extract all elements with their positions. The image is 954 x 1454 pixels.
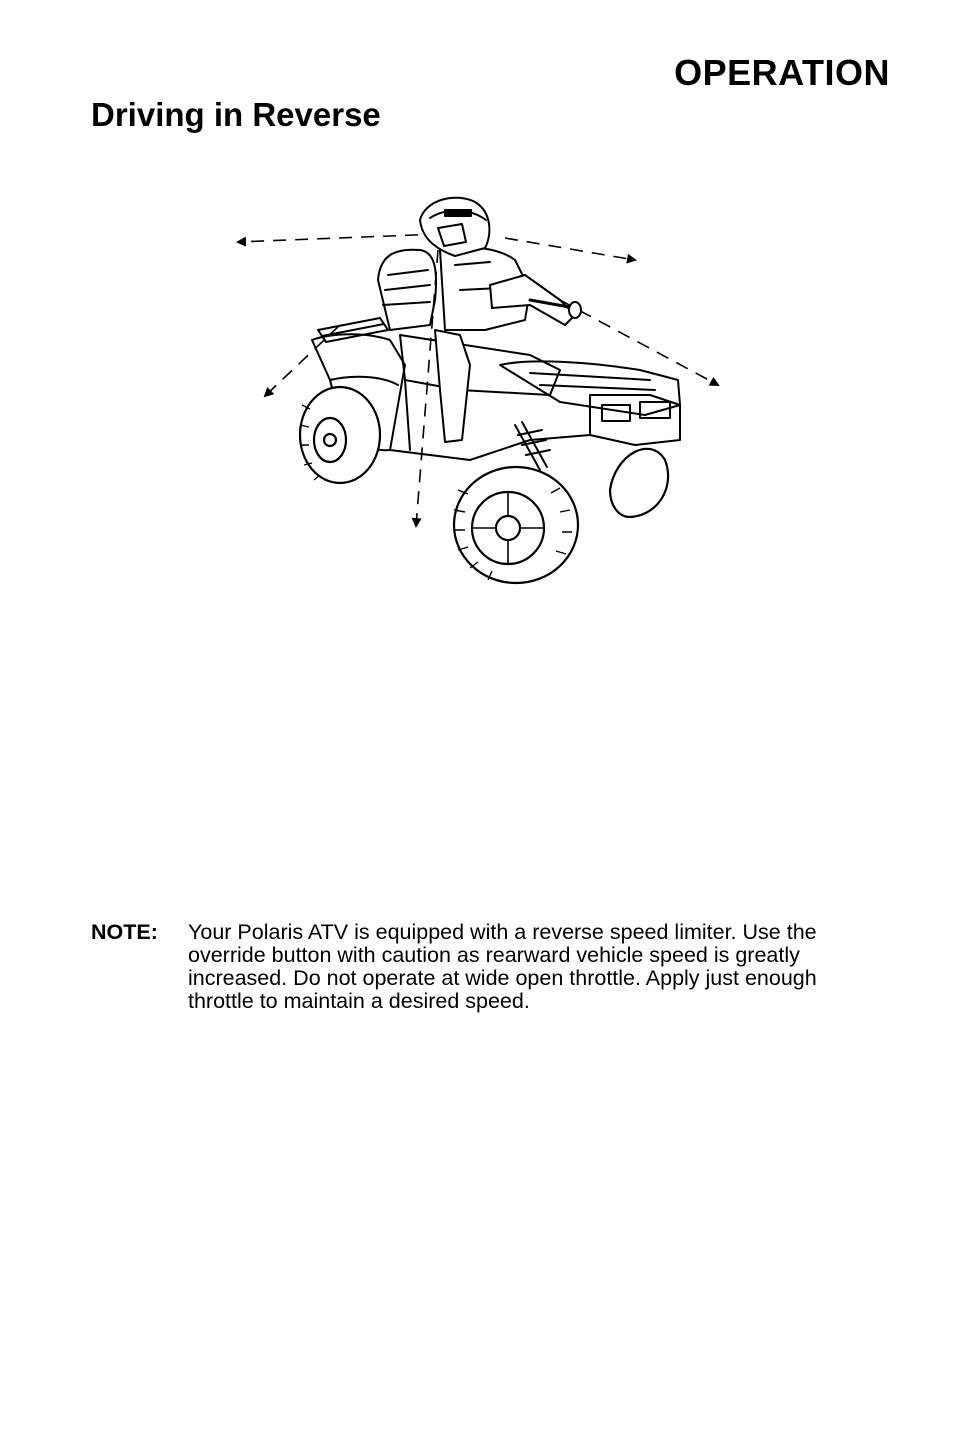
atv-rider-illustration (230, 190, 730, 590)
atv-wheels (300, 387, 668, 583)
arrow-front-left (505, 238, 635, 260)
note-text: Your Polaris ATV is equipped with a reverse speed limiter. Use the override button with caution as rearward vehicle speed is greatly increased. Do not operate at wide open throttle. Apply just enough throttle to maintain a desired speed. (188, 920, 817, 1013)
section-header: OPERATION (674, 52, 890, 93)
rear-wheel (300, 387, 380, 483)
page-title: Driving in Reverse (91, 96, 381, 133)
arrow-rear-left (238, 234, 440, 242)
arrow-front-right (560, 300, 718, 385)
note-block (91, 921, 871, 1013)
note-label: NOTE: (91, 920, 158, 944)
rider-drawing (420, 198, 581, 442)
rear-right-wheel (610, 449, 668, 517)
arrow-down (416, 250, 438, 526)
